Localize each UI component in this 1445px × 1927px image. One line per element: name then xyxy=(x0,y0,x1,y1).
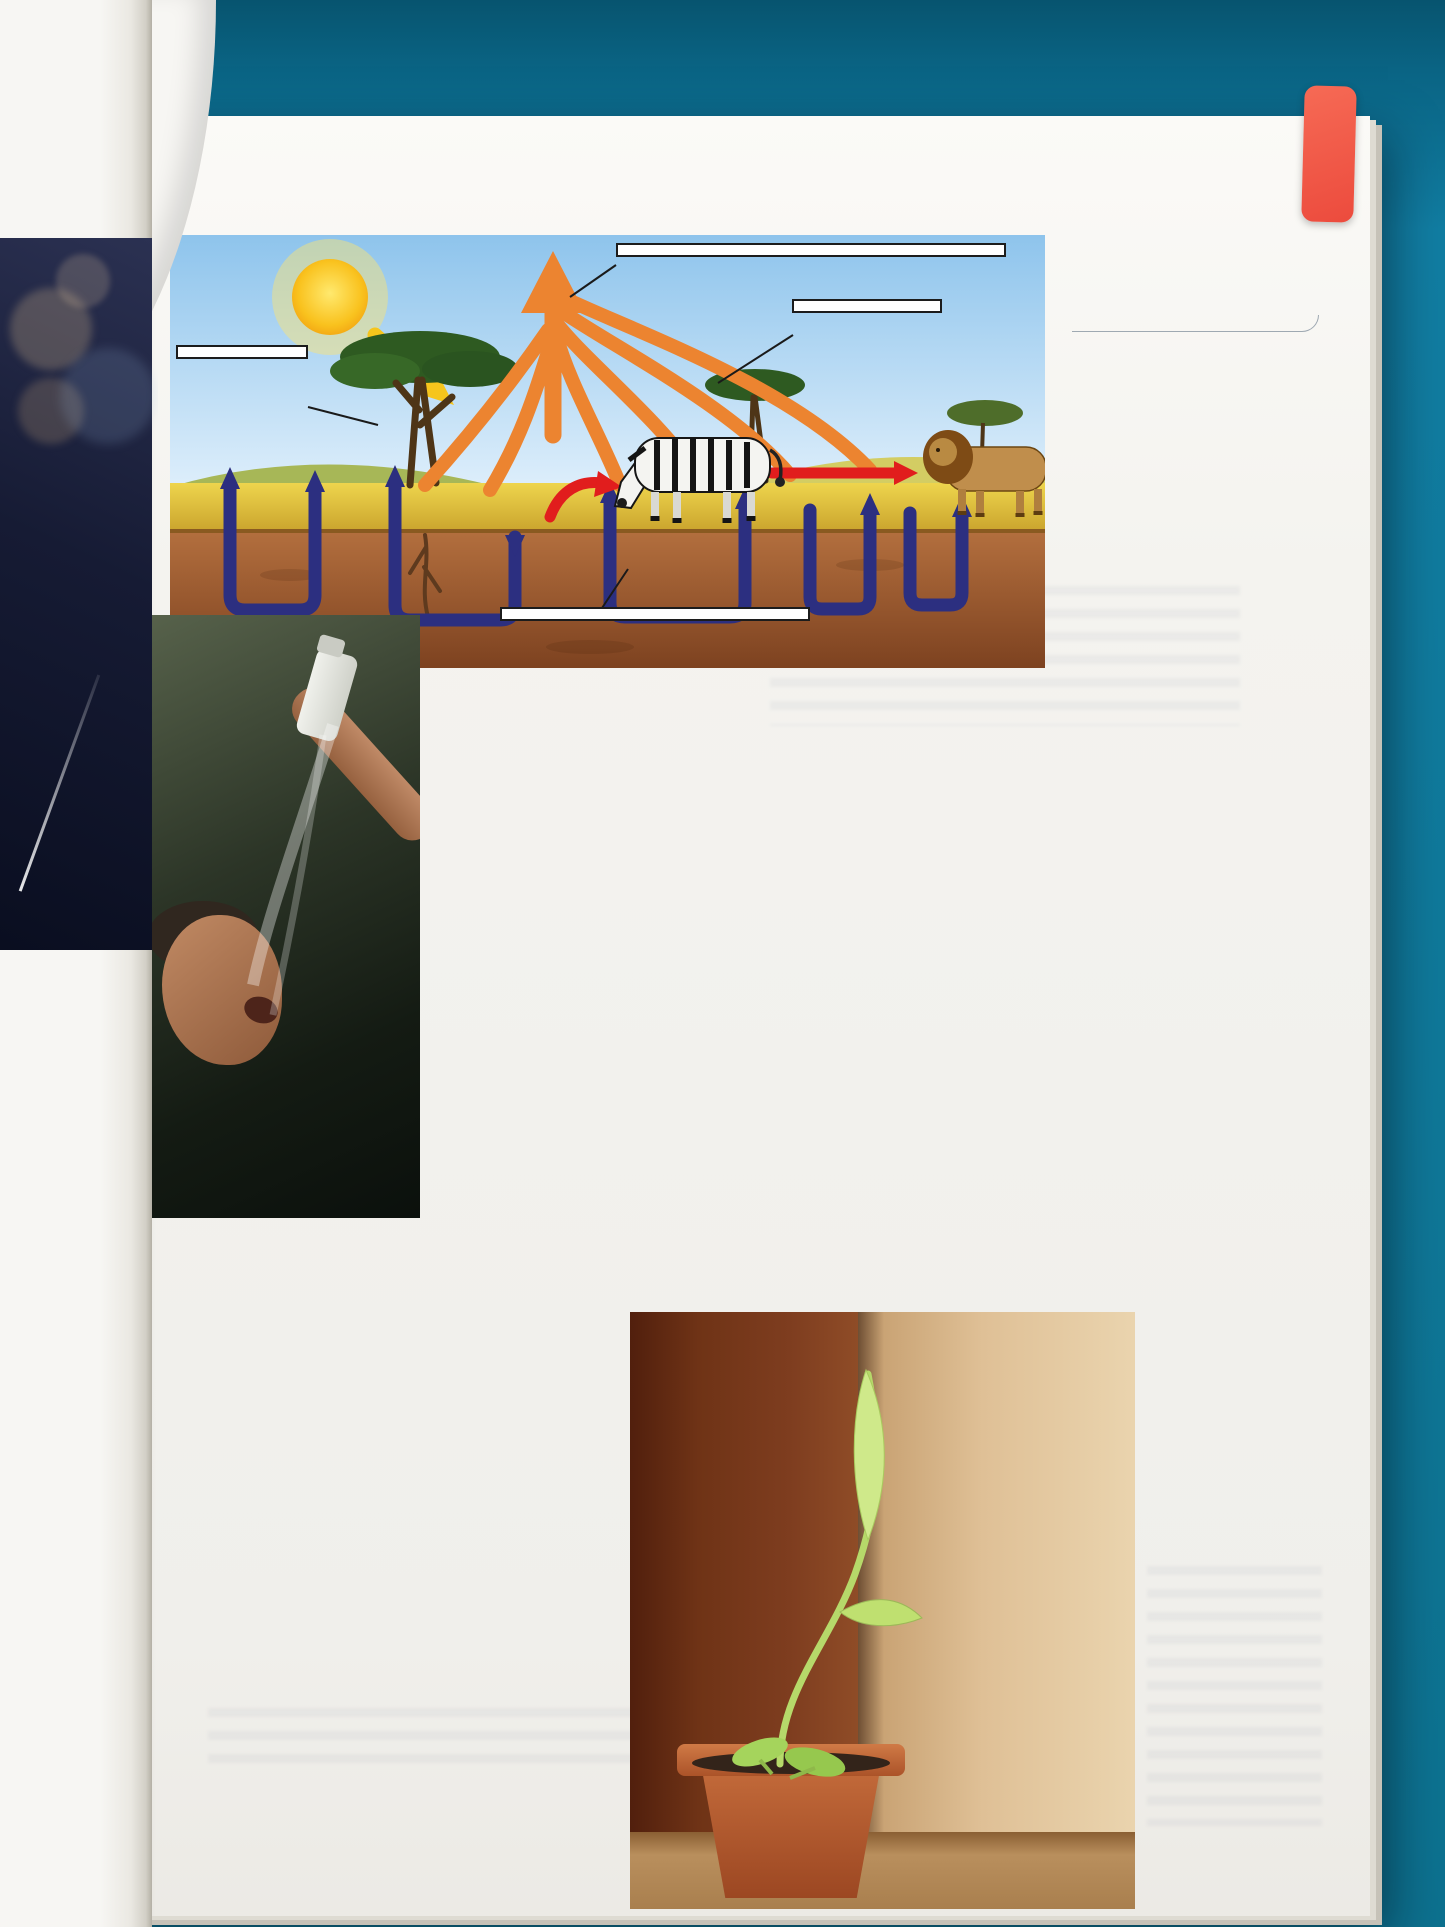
figure-callout xyxy=(792,299,942,313)
photo-pointer-line xyxy=(19,675,100,892)
showthrough-text xyxy=(1147,1566,1322,1826)
figure-callout xyxy=(500,607,810,621)
left-page-content xyxy=(0,0,158,1927)
water-spray xyxy=(148,615,420,1218)
figure-1-4-photo-athlete xyxy=(148,615,420,1218)
figure-callout xyxy=(616,243,1006,257)
seedling-art xyxy=(630,1312,1135,1909)
critical-thinking-box xyxy=(1072,315,1319,332)
figure-1-5-photo-seedling xyxy=(630,1312,1135,1909)
showthrough-text xyxy=(208,1708,688,1774)
page-tab[interactable] xyxy=(1301,85,1357,222)
figure-1-3-illustration xyxy=(170,235,1045,668)
textbook-page xyxy=(98,116,1370,1916)
figure-callout xyxy=(176,345,308,359)
daphnia-photo xyxy=(0,238,152,950)
